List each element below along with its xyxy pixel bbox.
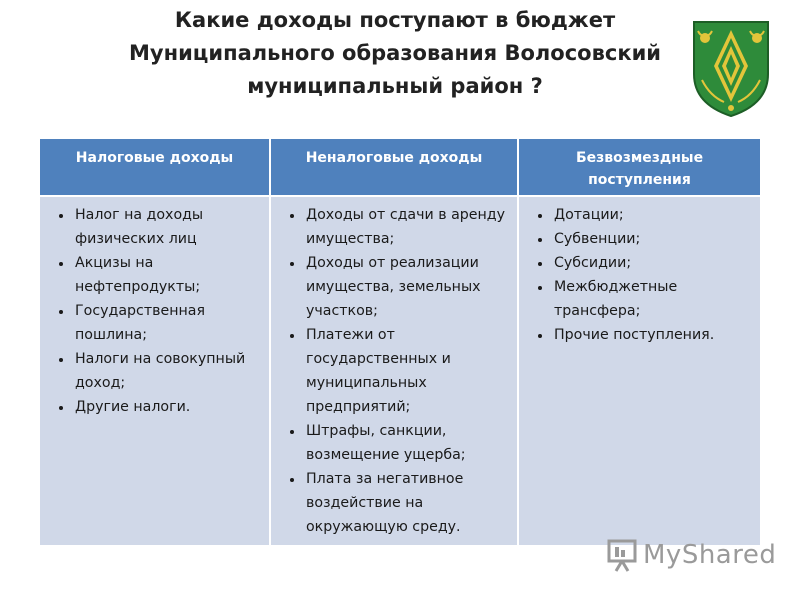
list-item: • Другие налоги. (73, 395, 263, 419)
slide-title: Какие доходы поступают в бюджет Муниципального образования Волосовский муниципальный район ? (128, 8, 661, 98)
list-item: • Межбюджетные трансфера; (552, 275, 754, 323)
column-header-gratuitous: Безвозмездные поступления (518, 139, 760, 196)
tax-revenue-cell (40, 196, 270, 545)
list-item: • Государственная пошлина; (73, 299, 263, 347)
coat-of-arms-icon (690, 18, 772, 118)
list-item: • Плата за негативное воздействие на окружающую среду. (304, 467, 511, 539)
gratuitous-revenue-list (527, 203, 754, 347)
list-item: • Доходы от сдачи в аренду имущества; (304, 203, 511, 251)
list-item: • Платежи от государственных и муниципальных предприятий; (304, 323, 511, 419)
watermark (605, 537, 776, 573)
column-header-nontax: Неналоговые доходы (270, 139, 518, 196)
list-item: • Штрафы, санкции, возмещение ущерба; (304, 419, 511, 467)
list-item: • Доходы от реализации имущества, земельных участков; (304, 251, 511, 323)
list-item: • Прочие поступления. (552, 323, 754, 347)
list-item: • Налоги на совокупный доход; (73, 347, 263, 395)
nontax-revenue-list (279, 203, 511, 539)
list-item: • Налог на доходы физических лиц (73, 203, 263, 251)
tax-revenue-list (48, 203, 263, 419)
nontax-revenue-cell (270, 196, 518, 545)
list-item: • Субвенции; (552, 227, 754, 251)
list-item: • Субсидии; (552, 251, 754, 275)
presentation-board-icon (605, 538, 639, 572)
gratuitous-revenue-cell (518, 196, 760, 545)
revenue-table (40, 139, 760, 545)
list-item: • Акцизы на нефтепродукты; (73, 251, 263, 299)
column-header-tax: Налоговые доходы (40, 139, 270, 196)
watermark-text: MyShared (643, 540, 777, 570)
list-item: • Дотации; (552, 203, 754, 227)
